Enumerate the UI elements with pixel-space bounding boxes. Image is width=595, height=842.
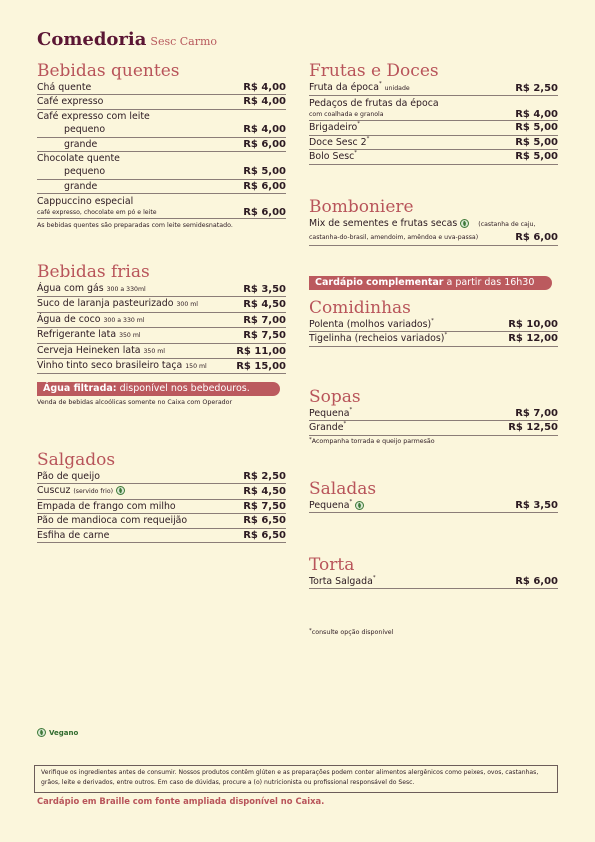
allergen-notice: Verifique os ingredientes antes de consumir. Nossos produtos contêm glúten e as preparações podem conter alimentos alergênicos como peixes, ovos, castanhas, grãos, leite e derivados, entre outros. Em caso de dúvidas, procure a (o) nutricionista ou profissional responsável do Sesc. — [34, 765, 558, 793]
section-note: Venda de bebidas alcoólicas somente no Caixa com Operador — [37, 399, 233, 407]
section-heading: Salgados — [37, 450, 116, 470]
menu-item: Cappuccino especial — [37, 196, 134, 208]
menu-item-detail: com coalhada e granola R$ 4,00 — [309, 109, 558, 121]
section-comidinhas — [309, 298, 558, 347]
menu-item: Pequena* R$ 7,00 — [309, 407, 558, 421]
menu-item: Chá quente R$ 4,00 — [37, 81, 286, 95]
menu-item: Pedaços de frutas da época — [309, 98, 439, 110]
menu-item: Grande* R$ 12,50 — [309, 421, 558, 435]
menu-item: Brigadeiro* R$ 5,00 — [309, 121, 558, 135]
menu-item: Pão de mandioca com requeijão R$ 6,50 — [37, 514, 286, 528]
section-frutas-doces — [309, 61, 558, 165]
menu-item: Suco de laranja pasteurizado 300 ml R$ 4,50 — [37, 297, 286, 312]
section-salgados — [37, 450, 286, 543]
section-heading: Saladas — [309, 479, 377, 499]
title-text: Comedoria — [37, 29, 147, 50]
menu-item: Água com gás 300 a 330ml R$ 3,50 — [37, 282, 286, 297]
section-heading: Bebidas frias — [37, 262, 150, 282]
menu-item: pequeno R$ 4,00 — [37, 123, 286, 137]
menu-item: Cuscuz (servido frio) R$ 4,50 — [37, 484, 286, 499]
menu-item: Esfiha de carne R$ 6,50 — [37, 529, 286, 543]
menu-item: Fruta da época* unidade R$ 2,50 — [309, 81, 558, 96]
menu-item: Doce Sesc 2* R$ 5,00 — [309, 136, 558, 150]
left-column — [37, 0, 286, 842]
menu-item: Cerveja Heineken lata 350 ml R$ 11,00 — [37, 344, 286, 359]
water-banner: Água filtrada: disponível nos bebedouros. — [37, 382, 280, 396]
menu-item: Vinho tinto seco brasileiro taça 150 ml R$ 15,00 — [37, 359, 286, 374]
section-saladas — [309, 479, 558, 513]
menu-item: Bolo Sesc* R$ 5,00 — [309, 150, 558, 164]
menu-item: Empada de frango com milho R$ 7,50 — [37, 500, 286, 514]
menu-item: Torta Salgada* R$ 6,00 — [309, 575, 558, 589]
section-bebidas-quentes — [37, 61, 286, 230]
menu-item: Refrigerante lata 350 ml R$ 7,50 — [37, 328, 286, 343]
menu-item-detail: castanha-do-brasil, amendoim, amêndoa e uva-passa) R$ 6,00 — [309, 231, 558, 245]
title-subtitle: Sesc Carmo — [150, 35, 218, 48]
section-heading: Frutas e Doces — [309, 61, 439, 81]
section-heading: Sopas — [309, 387, 361, 407]
leaf-icon — [116, 486, 125, 495]
menu-item: Chocolate quente — [37, 153, 120, 165]
section-torta — [309, 555, 558, 589]
section-heading: Bomboniere — [309, 197, 414, 217]
menu-item: Café expresso R$ 4,00 — [37, 95, 286, 109]
section-heading: Bebidas quentes — [37, 61, 180, 81]
vegan-label: Vegano — [49, 728, 79, 737]
complementary-menu-banner: Cardápio complementar a partir das 16h30 — [309, 276, 552, 290]
menu-item: grande R$ 6,00 — [37, 138, 286, 152]
section-bomboniere — [309, 197, 558, 246]
section-heading: Torta — [309, 555, 355, 575]
section-note: As bebidas quentes são preparadas com leite semidesnatado. — [37, 222, 233, 230]
menu-item: Água de coco 300 a 330 ml R$ 7,00 — [37, 313, 286, 328]
menu-item-detail: café expresso, chocolate em pó e leite R$ 6,00 — [37, 207, 286, 219]
vegan-legend — [37, 728, 78, 737]
menu-item: Tigelinha (recheios variados)* R$ 12,00 — [309, 332, 558, 346]
right-column — [309, 0, 558, 842]
braille-notice: Cardápio em Braille com fonte ampliada disponível no Caixa. — [37, 796, 325, 806]
section-note: *Acompanha torrada e queijo parmesão — [309, 436, 435, 445]
section-bebidas-frias — [37, 262, 286, 407]
menu-item: grande R$ 6,00 — [37, 180, 286, 194]
footnote: *consulte opção disponível — [309, 628, 394, 636]
leaf-icon — [37, 728, 46, 737]
leaf-icon — [460, 219, 469, 228]
menu-item: Polenta (molhos variados)* R$ 10,00 — [309, 318, 558, 332]
section-heading: Comidinhas — [309, 298, 411, 318]
menu-item: Pão de queijo R$ 2,50 — [37, 470, 286, 484]
section-sopas — [309, 387, 558, 446]
menu-item: Café expresso com leite — [37, 110, 150, 122]
menu-item: Pequena* R$ 3,50 — [309, 499, 558, 513]
menu-item: pequeno R$ 5,00 — [37, 165, 286, 179]
menu-item: Mix de sementes e frutas secas (castanha de caju, — [309, 218, 536, 229]
leaf-icon — [355, 501, 364, 510]
